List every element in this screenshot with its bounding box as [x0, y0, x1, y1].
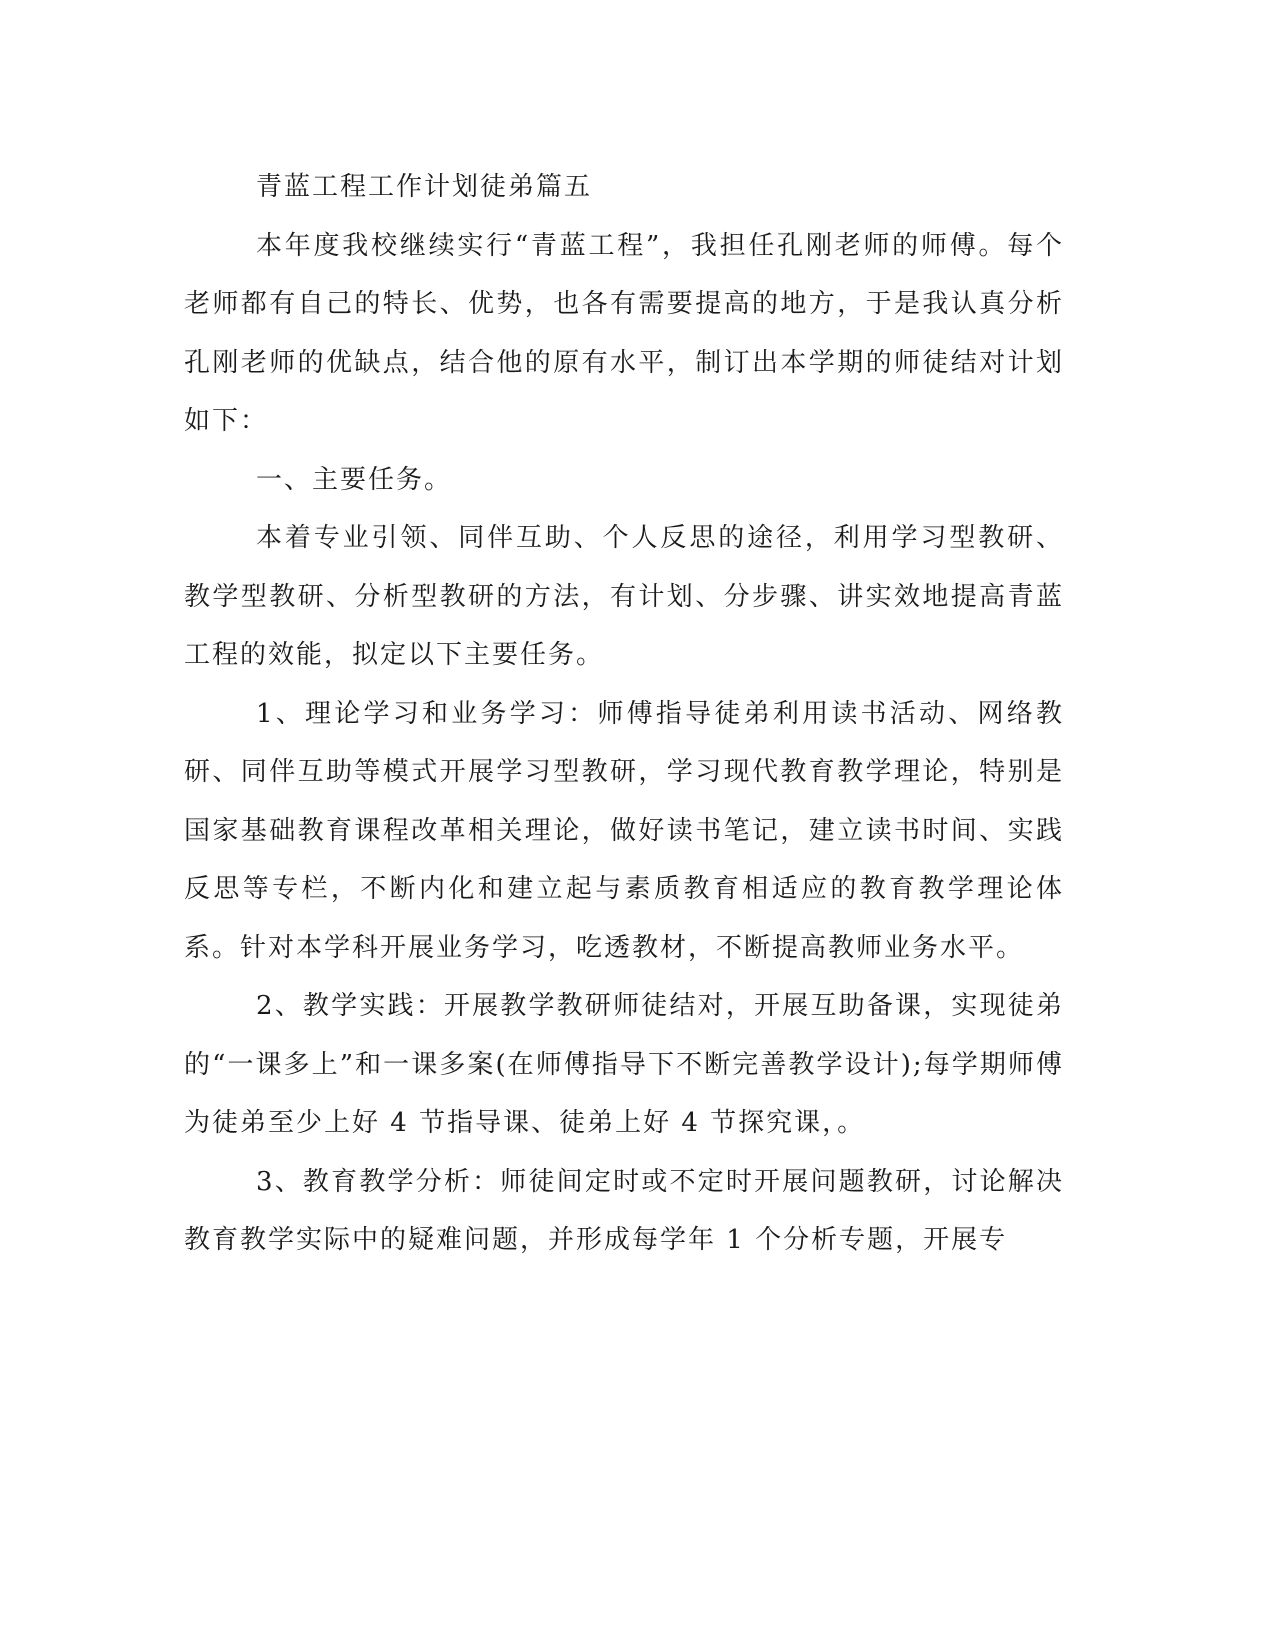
document-body — [184, 158, 1064, 1270]
document-title: 青蓝工程工作计划徒弟篇五 — [256, 172, 593, 202]
task-item-teaching-analysis: 3、教育教学分析：师徒间定时或不定时开展问题教研，讨论解决教育教学实际中的疑难问题，并形成每学年 1 个分析专题，开展专 — [184, 1166, 1064, 1255]
task-item-teaching-practice: 2、教学实践：开展教学教研师徒结对，开展互助备课，实现徒弟的“一课多上”和一课多案(在师傅指导下不断完善教学设计);每学期师傅为徒弟至少上好 4 节指导课、徒弟上好 4 节探究课，。 — [184, 991, 1064, 1138]
task-item-theory-study: 1、理论学习和业务学习：师傅指导徒弟利用读书活动、网络教研、同伴互助等模式开展学习型教研，学习现代教育教学理论，特别是国家基础教育课程改革相关理论，做好读书笔记，建立读书时间、实践反思等专栏，不断内化和建立起与素质教育相适应的教育教学理论体系。针对本学科开展业务学习，吃透教材，不断提高教师业务水平。 — [184, 698, 1064, 963]
intro-paragraph: 本年度我校继续实行“青蓝工程”，我担任孔刚老师的师傅。每个老师都有自己的特长、优势，也各有需要提高的地方，于是我认真分析孔刚老师的优缺点，结合他的原有水平，制订出本学期的师徒结对计划如下： — [184, 230, 1064, 436]
main-tasks-paragraph: 本着专业引领、同伴互助、个人反思的途径，利用学习型教研、教学型教研、分析型教研的方法，有计划、分步骤、讲实效地提高青蓝工程的效能，拟定以下主要任务。 — [184, 523, 1064, 670]
section-heading-main-tasks: 一、主要任务。 — [256, 464, 453, 495]
